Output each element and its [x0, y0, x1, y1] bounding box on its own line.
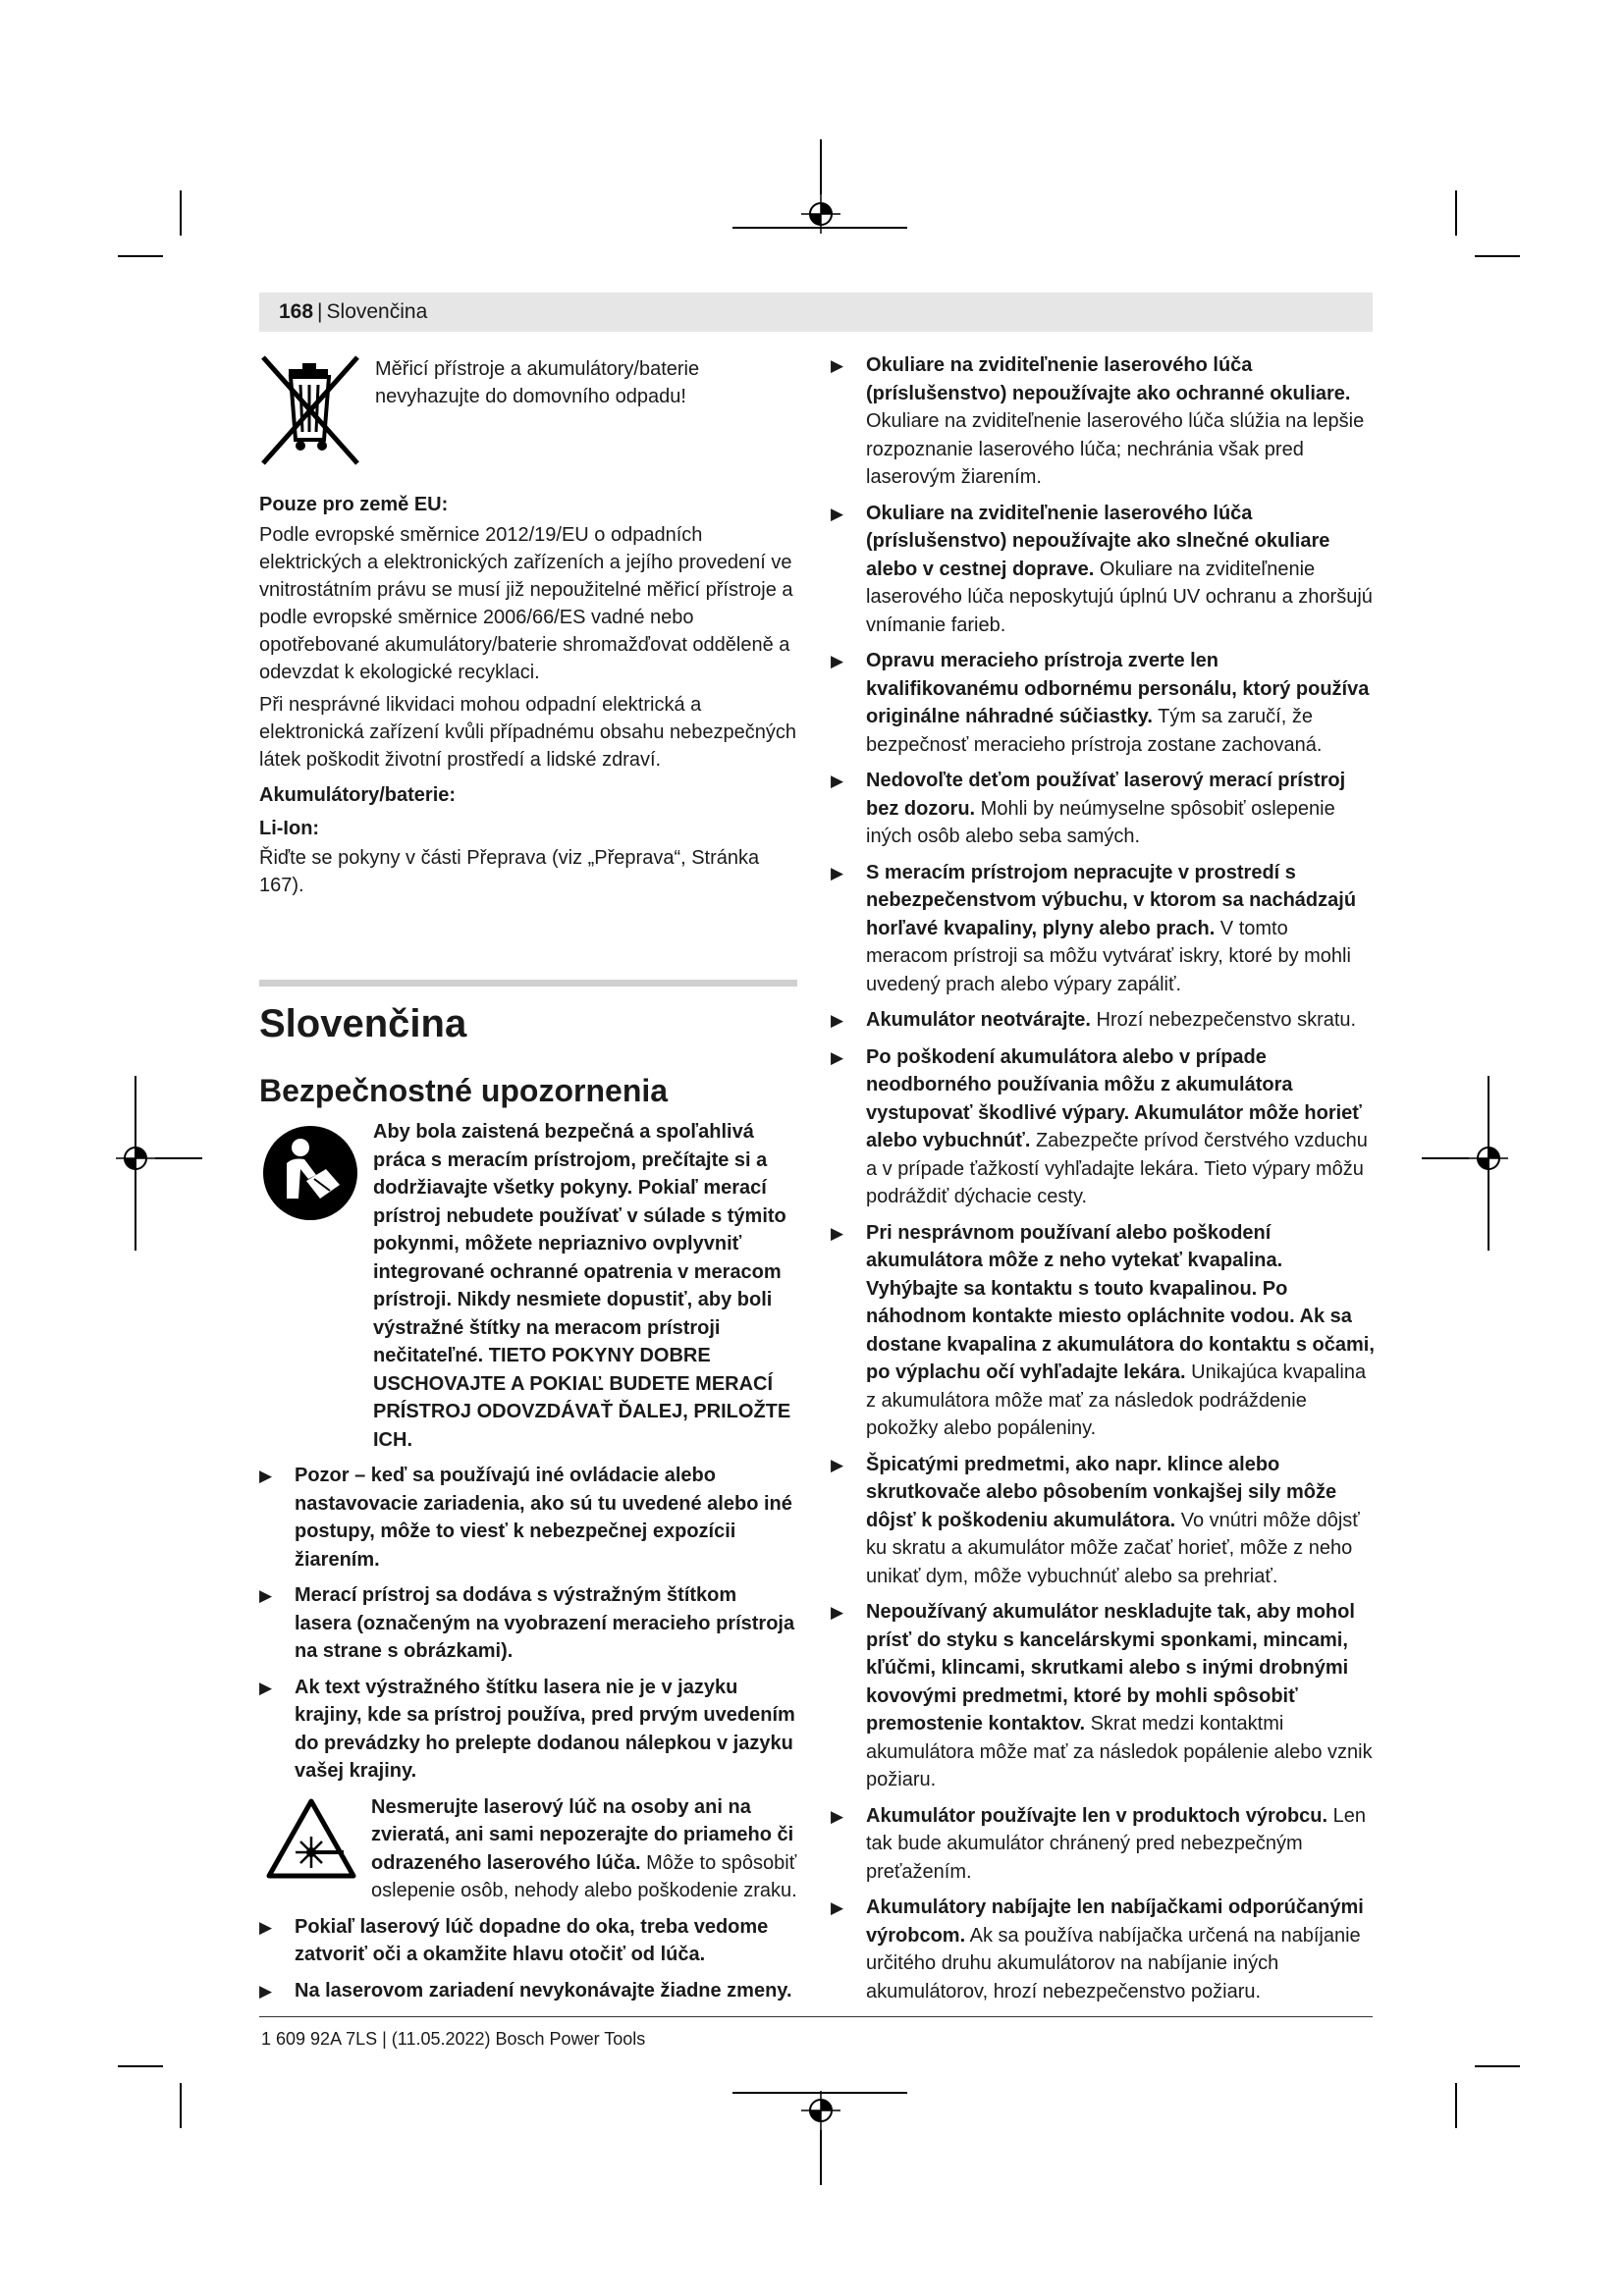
bullet-triangle-icon: ▶	[831, 1011, 844, 1030]
bullet-normal: Unikajúca kvapalina z akumulátora môže mať za následok podráždenie pokožky alebo popáleniny.	[866, 1362, 1367, 1439]
bullet-triangle-icon: ▶	[259, 1678, 273, 1697]
list-item	[831, 767, 1375, 851]
section-title: Slovenčina	[259, 1002, 467, 1045]
bullet-bold: Akumulátor neotvárajte.	[866, 1009, 1091, 1031]
crop-mark	[1422, 1157, 1469, 1159]
bullet-triangle-icon: ▶	[831, 1603, 844, 1622]
list-item	[831, 1894, 1375, 2005]
crop-mark	[180, 190, 182, 236]
list-item	[831, 1451, 1375, 1591]
list-item	[259, 1977, 797, 2006]
bullet-bold: Akumulátor používajte len v produktoch výrobcu.	[866, 1804, 1328, 1827]
laser-warning-text	[371, 1793, 797, 1905]
list-item	[831, 500, 1375, 640]
bullet-triangle-icon: ▶	[259, 1586, 273, 1605]
bullet-text: Ak text výstražného štítku lasera nie je v jazyku krajiny, kde sa prístroj používa, pred prvým uvedením do prevádzky ho prelepte dodanou nálepkou v jazyku vašej krajiny.	[295, 1676, 795, 1782]
bullet-triangle-icon: ▶	[831, 772, 844, 790]
bullet-text: Pokiaľ laserový lúč dopadne do oka, treba vedome zatvoriť oči a okamžite hlavu otočiť od lúča.	[295, 1915, 769, 1965]
bullet-bold: Nepoužívaný akumulátor neskladujte tak, aby mohol prísť do styku s kancelárskymi sponkami, mincami, kľúčmi, klincami, skrutkami alebo s inými drobnými kovovými predmetmi, ktoré by mohli spôsobiť premostenie kontaktov.	[866, 1601, 1355, 1735]
bullet-triangle-icon: ▶	[831, 356, 844, 375]
page-footer: 1 609 92A 7LS | (11.05.2022) Bosch Power Tools	[261, 2029, 646, 2049]
bullet-text: Na laserovom zariadení nevykonávajte žiadne zmeny.	[295, 1979, 792, 2002]
weee-text-line: nevyhazujte do domovního odpadu!	[375, 386, 686, 407]
crossed-out-bin-icon	[259, 353, 363, 471]
bullet-bold: Okuliare na zviditeľnenie laserového lúča (príslušenstvo) nepoužívajte ako ochranné okuliare.	[866, 354, 1351, 404]
page-number: 168	[279, 300, 314, 323]
bullet-triangle-icon: ▶	[831, 1898, 844, 1917]
section-rule	[259, 980, 797, 987]
bullet-normal: Hrozí nebezpečenstvo skratu.	[1090, 1009, 1357, 1031]
registration-mark-icon	[801, 2091, 840, 2130]
list-item	[831, 1006, 1375, 1036]
bullet-bold: Po poškodení akumulátora alebo v prípade neodborného používania môžu z akumulátora vystupovať škodlivé výpary. Akumulátor môže horieť alebo vybuchnúť.	[866, 1045, 1362, 1151]
liion-heading: Li-Ion:	[259, 818, 320, 839]
bullet-triangle-icon: ▶	[259, 1981, 273, 2001]
bullet-bold: S meracím prístrojom nepracujte v prostredí s nebezpečenstvom výbuchu, v ktorom sa nachádzajú horľavé kvapaliny, plyny alebo prach.	[866, 861, 1357, 939]
list-item	[831, 647, 1375, 759]
bullet-bold: Špicatými predmetmi, ako napr. klince alebo skrutkovače alebo pôsobením vonkajšej sily môže dôjsť k poškodeniu akumulátora.	[866, 1453, 1337, 1531]
list-item	[831, 1598, 1375, 1794]
bullet-normal: Okuliare na zviditeľnenie laserového lúča neposkytujú úplnú UV ochranu a zhoršujú vnímanie farieb.	[866, 558, 1373, 636]
liion-paragraph: Řiďte se pokyny v části Přeprava (viz „Přeprava“, Stránka 167).	[259, 847, 760, 896]
eu-paragraph: Podle evropské směrnice 2012/19/EU o odpadních elektrických a elektronických zařízeních a jejího provedení ve vnitrostátním právu se musí již nepoužitelné měřicí přístroje a podle evropské směrnice 2006/66/ES vadné nebo opotřebované akumulátory/baterie shromažďovat odděleně a odevzdat k ekologické recyklaci.	[259, 524, 793, 683]
right-column	[831, 351, 1375, 2005]
safety-intro-text: Aby bola zaistená bezpečná a spoľahlivá práca s meracím prístrojom, prečítajte si a dodržiavajte všetky pokyny. Pokiaľ merací prístroj nebudete používať v súlade s týmito pokynmi, môžete nepriaznivo ovplyvniť integrované ochranné opatrenia v meracom prístroji. Nikdy nesmiete dopustiť, aby boli výstražné štítky na meracom prístroji nečitateľné. TIETO POKYNY DOBRE USCHOVAJTE A POKIAĽ BUDETE MERACÍ PRÍSTROJ ODOVZDÁVAŤ ĎALEJ, PRILOŽTE ICH.	[373, 1121, 791, 1451]
crop-mark	[155, 1157, 202, 1159]
crop-mark	[1455, 190, 1457, 236]
page-header: 168 | Slovenčina	[259, 293, 1373, 332]
list-item	[259, 1913, 797, 1969]
bullet-text: Merací prístroj sa dodáva s výstražným štítkom lasera (označeným na vyobrazení meracieho prístroja na strane s obrázkami).	[295, 1584, 795, 1662]
bullet-bold: Okuliare na zviditeľnenie laserového lúča (príslušenstvo) nepoužívajte ako slnečné okuliare alebo v cestnej doprave.	[866, 502, 1330, 580]
eu-heading: Pouze pro země EU:	[259, 494, 449, 515]
laser-warning-icon	[265, 1797, 357, 1880]
left-column	[259, 351, 797, 2005]
header-language: Slovenčina	[326, 300, 428, 323]
bullet-normal: Len tak bude akumulátor chránený pred nebezpečným preťažením.	[866, 1804, 1367, 1883]
bullet-normal: Vo vnútri môže dôjsť ku skratu a akumulátor môže začať horieť, môže z neho unikať dym, môže vybuchnúť alebo sa prehriať.	[866, 1509, 1360, 1587]
crop-mark	[1475, 255, 1520, 257]
list-item	[831, 859, 1375, 999]
bullet-bold: Opravu meracieho prístroja zverte len kvalifikovanému odbornému personálu, ktorý používa originálne náhradné súčiastky.	[866, 650, 1370, 727]
weee-notice	[259, 353, 797, 471]
crop-mark	[118, 255, 163, 257]
list-item	[831, 1219, 1375, 1443]
bullet-normal: Okuliare na zviditeľnenie laserového lúča slúžia na lepšie rozpoznanie laserového lúča; nechránia však pred laserovým žiarením.	[866, 410, 1365, 488]
list-item	[831, 351, 1375, 492]
laser-warning-normal: Môže to spôsobiť oslepenie osôb, nehody alebo poškodenie zraku.	[371, 1851, 797, 1901]
list-item	[259, 1674, 797, 1786]
bullet-normal: Mohli by neúmyselne spôsobiť oslepenie iných osôb alebo seba samých.	[866, 797, 1335, 847]
crop-mark	[820, 2130, 822, 2185]
crop-mark	[820, 139, 822, 194]
list-item	[259, 1462, 797, 1574]
bullet-triangle-icon: ▶	[831, 1455, 844, 1474]
bullet-normal: Zabezpečte prívod čerstvého vzduchu a v prípade ťažkostí vyhľadajte lekára. Tieto výpary môžu podráždiť dýchacie cesty.	[866, 1130, 1368, 1207]
laser-warning-block	[265, 1793, 797, 1905]
bullet-triangle-icon: ▶	[831, 863, 844, 882]
safety-intro-block	[259, 1118, 797, 1454]
list-item	[831, 1802, 1375, 1887]
bullet-bold: Akumulátory nabíjajte len nabíjačkami odporúčanými výrobcom.	[866, 1896, 1364, 1947]
footer-rule	[259, 2016, 1373, 2017]
bullet-normal: Skrat medzi kontaktmi akumulátora môže mať za následok popálenie alebo vznik požiaru.	[866, 1713, 1373, 1790]
crop-mark	[1488, 1076, 1489, 1251]
bullet-triangle-icon: ▶	[831, 504, 844, 523]
bullet-triangle-icon: ▶	[831, 652, 844, 670]
batteries-heading: Akumulátory/baterie:	[259, 784, 457, 806]
bullet-triangle-icon: ▶	[831, 1047, 844, 1067]
laser-warning-bold: Nesmerujte laserový lúč na osoby ani na zvieratá, ani sami nepozerajte do priameho či odrazeného laserového lúča.	[371, 1795, 794, 1874]
bullet-triangle-icon: ▶	[831, 1806, 844, 1826]
safety-title: Bezpečnostné upozornenia	[259, 1073, 669, 1108]
bullet-bold: Nedovoľte deťom používať laserový merací prístroj bez dozoru.	[866, 770, 1346, 820]
crop-mark	[118, 2065, 163, 2067]
bullet-triangle-icon: ▶	[831, 1223, 844, 1243]
crop-mark	[180, 2083, 182, 2128]
list-item	[259, 1581, 797, 1666]
crop-mark	[1475, 2065, 1520, 2067]
bullet-bold: Pri nesprávnom používaní alebo poškodení akumulátora môže z neho vytekať kvapalina. Vyhýbajte sa kontaktu s touto kvapalinou. Po náhodnom kontakte miesto opláchnite vodou. Ak sa dostane kvapalina z akumulátora do kontaktu s očami, po výplachu očí vyhľadajte lekára.	[866, 1221, 1375, 1383]
eu-paragraph: Při nesprávné likvidaci mohou odpadní elektrická a elektronická zařízení kvůli případnému obsahu nebezpečných látek poškodit životní prostředí a lidské zdraví.	[259, 694, 796, 771]
read-manual-icon	[261, 1124, 359, 1222]
bullet-triangle-icon: ▶	[259, 1917, 273, 1937]
crop-mark	[1455, 2083, 1457, 2128]
bullet-normal: V tomto meracom prístroji sa môžu vytvárať iskry, ktoré by mohli uvedený prach alebo výpary zapáliť.	[866, 917, 1351, 995]
list-item	[831, 1043, 1375, 1211]
weee-text-line: Měřicí přístroje a akumulátory/baterie	[375, 358, 700, 380]
bullet-normal: Tým sa zaručí, že bezpečnosť meracieho prístroja zostane zachovaná.	[866, 706, 1323, 756]
bullet-triangle-icon: ▶	[259, 1467, 273, 1485]
bullet-normal: Ak sa používa nabíjačka určená na nabíjanie určitého druhu akumulátorov na nabíjanie iných akumulátorov, hrozí nebezpečenstvo požiaru.	[866, 1924, 1361, 2002]
crop-mark	[732, 227, 907, 229]
crop-mark	[732, 2092, 907, 2094]
bullet-text: Pozor – keď sa používajú iné ovládacie alebo nastavovacie zariadenia, ako sú tu uvedené alebo iné postupy, môže to viesť k nebezpečnej expozícii žiarením.	[295, 1465, 792, 1571]
crop-mark	[135, 1076, 136, 1251]
